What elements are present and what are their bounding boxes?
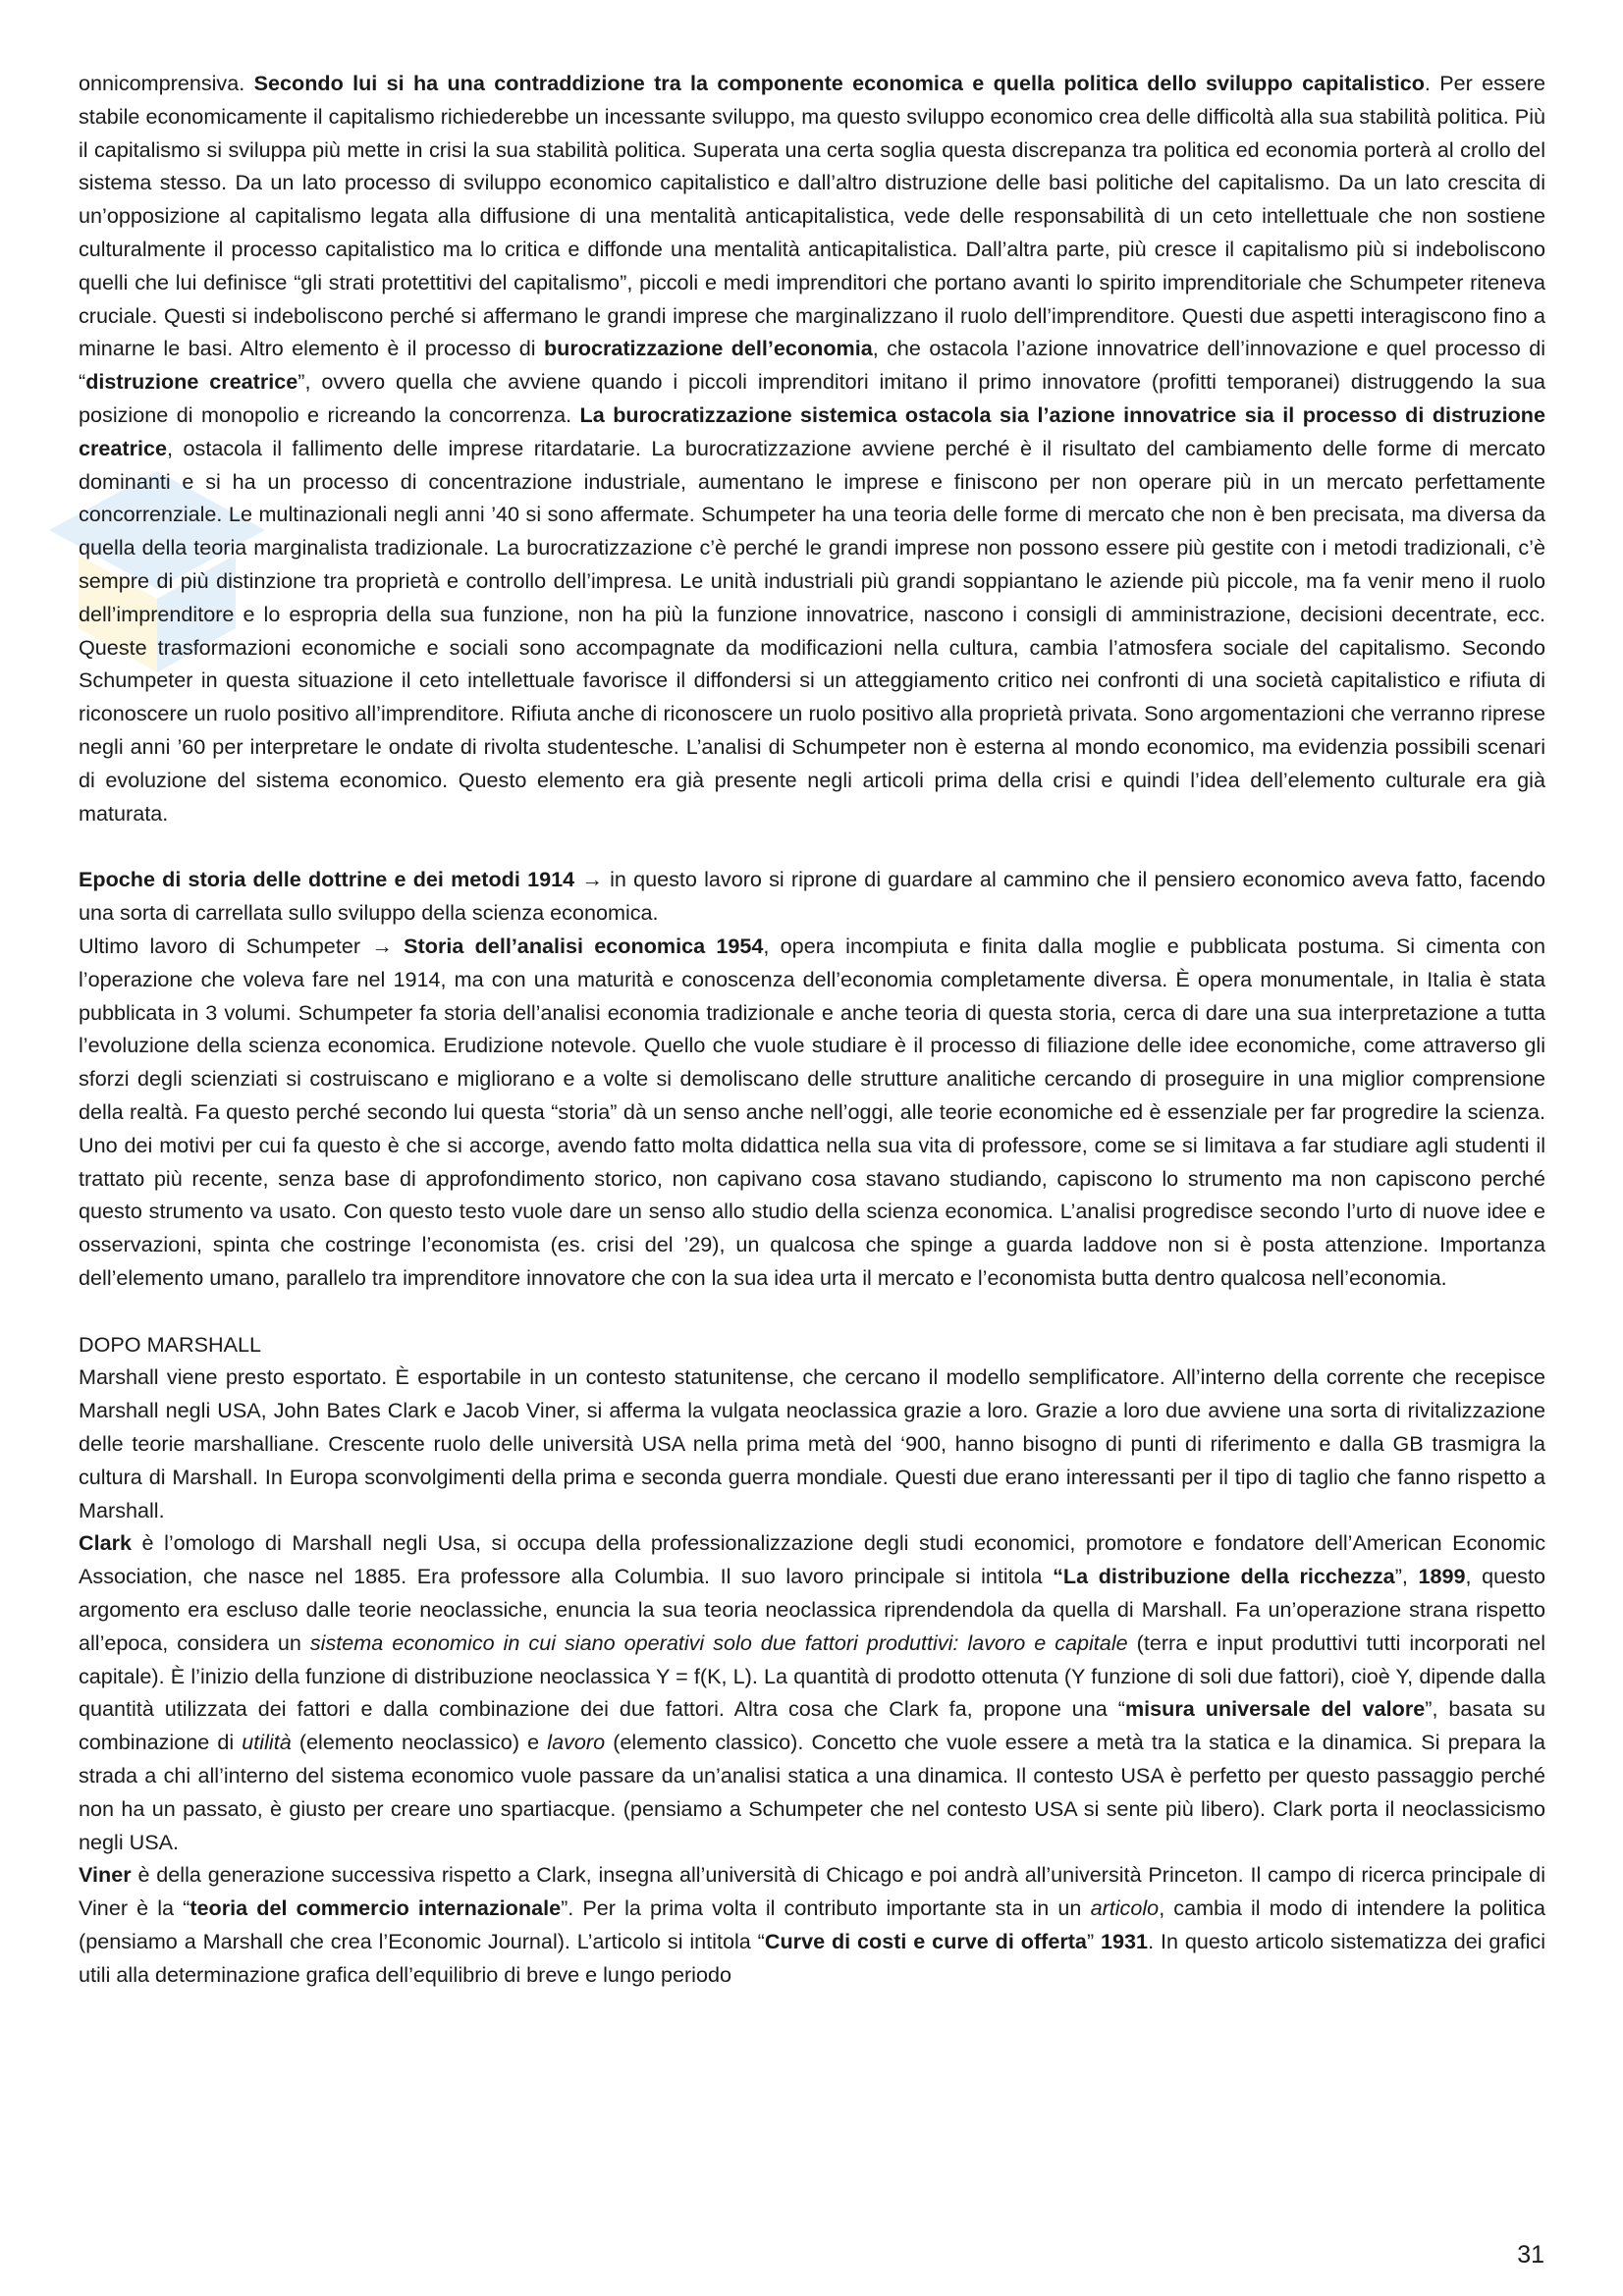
- paragraph-gap: [79, 829, 1545, 863]
- italic-text: articolo: [1090, 1896, 1160, 1921]
- bold-text: “La distribuzione della ricchezza: [1053, 1564, 1395, 1589]
- arrow-right-icon: →: [581, 867, 603, 892]
- bold-text: Curve di costi e curve di offerta: [764, 1929, 1087, 1954]
- bold-text: La burocratizzazione sistemica ostacola sia l’azione innovatrice sia il processo di distruzione creatrice: [79, 401, 1545, 460]
- paragraph-viner: [79, 1858, 1545, 1991]
- bold-text: 1931: [1101, 1929, 1149, 1954]
- bold-text: Viner: [79, 1862, 132, 1888]
- bold-text: teoria del commercio internazionale: [189, 1896, 562, 1921]
- paragraph-schumpeter-capitalism: [79, 67, 1545, 829]
- text-run: è l’omologo di Marshall negli Usa, si occupa della professionalizzazione degli studi economici, promotore e fondatore dell’American Economic Association, che nasce nel 1885. Era professore alla Columbia. Il suo lavoro principale si intitola: [79, 1530, 1545, 1589]
- paragraph-storia-analisi: [79, 930, 1545, 1295]
- text-run: Ultimo lavoro di Schumpeter: [79, 933, 372, 958]
- text-run: , cambia il modo di intendere la politica (pensiamo a Marshall che crea l’Economic Journal). L’articolo si intitola “: [79, 1896, 1546, 1954]
- italic-text: lavoro: [547, 1730, 606, 1755]
- text-run: (elemento classico). Concetto che vuole essere a metà tra la statica e la dinamica. Si prepara la strada a chi all’interno del sistema economico vuole passare da un’analisi statica a una dinamica. Il contesto USA è perfetto per questo passaggio perché non ha un passato, è giusto per creare uno spartiacque. (pensiamo a Schumpeter che nel contesto USA si sente più libero). Clark porta il neoclassicismo negli USA.: [79, 1730, 1545, 1854]
- italic-text: sistema economico in cui siano operativi solo due fattori produttivi: lavoro e capitale: [309, 1629, 1128, 1655]
- text-run: onnicomprensiva.: [79, 71, 254, 95]
- text-run: , ostacola il fallimento delle imprese ritardatarie. La burocratizzazione avviene perché è il risultato del cambiamento delle forme di mercato dominanti e si ha un processo di concentrazione industriale, aumentano le imprese e finiscono per non operare più in un mercato perfettamente concorrenziale. Le multinazionali negli anni ’40 si sono affermate. Schumpeter ha una teoria delle forme di mercato che non è ben precisata, ma diversa da quella della teoria marginalista tradizionale. La burocratizzazione c’è perché le grandi imprese non possono essere più gestite con i metodi tradizionali, c’è sempre di più distinzione tra proprietà e controllo dell’impresa. Le unità industriali più grandi soppiantano le aziende più piccole, ma fa venir meno il ruolo dell’imprenditore e lo espropria della sua funzione, non ha più la funzione innovatrice, nascono i consigli di amministrazione, decisioni decentrate, ecc. Queste trasformazioni economiche e sociali sono accompagnate da modificazioni nella cultura, cambia l’atmosfera sociale del capitalismo. Secondo Schumpeter in questa situazione il ceto intellettuale favorisce il diffondersi si un atteggiamento critico nei confronti di una società capitalistico e rifiuta di riconoscere un ruolo positivo all’imprenditore. Rifiuta anche di riconoscere un ruolo positivo alla proprietà privata. Sono argomentazioni che verranno riprese negli anni ’60 per interpretare le ondate di rivolta studentesche. L’analisi di Schumpeter non è esterna al mondo economico, ma evidenzia possibili scenari di evoluzione del sistema economico. Questo elemento era già presente negli articoli prima della crisi e quindi l’idea dell’elemento culturale era già maturata.: [79, 435, 1545, 826]
- bold-text: Storia dell’analisi economica 1954: [392, 933, 764, 958]
- paragraph-epoche: [79, 863, 1545, 930]
- text-run: (elemento neoclassico) e: [291, 1730, 548, 1755]
- text-run: , questo argomento era escluso dalle teorie neoclassiche, enuncia la sua teoria neoclassica riprendendola da quella di Marshall. Fa un’operazione strana rispetto all’epoca, considera un: [79, 1564, 1545, 1655]
- italic-text: utilità: [242, 1730, 292, 1755]
- bold-text: burocratizzazione dell’economia: [543, 336, 873, 361]
- text-run: , che ostacola l’azione innovatrice dell’innovazione e quel processo di “: [79, 336, 1546, 395]
- text-run: (terra e input produttivi tutti incorporati nel capitale). È l’inizio della funzione di distribuzione neoclassica Y = f(K, L). La quantità di prodotto ottenuta (Y funzione di soli due fattori), cioè Y, dipende dalla quantità utilizzata dei fattori e dalla combinazione dei due fattori. Altra cosa che Clark fa, propone una “: [79, 1629, 1546, 1722]
- text-run: . In questo articolo sistematizza dei grafici utili alla determinazione grafica dell’equilibrio di breve e lungo periodo: [79, 1929, 1545, 1987]
- document-body: [79, 67, 1545, 1992]
- text-run: è della generazione successiva rispetto a Clark, insegna all’università di Chicago e poi andrà all’università Princeton. Il campo di ricerca principale di Viner è la “: [79, 1862, 1545, 1921]
- text-run: ”: [1086, 1929, 1102, 1954]
- paragraph-gap: [79, 1295, 1545, 1328]
- paragraph-marshall-export: [79, 1361, 1545, 1526]
- text-run: in questo lavoro si riprone di guardare al cammino che il pensiero economico aveva fatto, facendo una sorta di carrellata sullo sviluppo della scienza economica.: [79, 867, 1546, 926]
- text-run: ”, ovvero quella che avviene quando i piccoli imprenditori imitano il primo innovatore (profitti temporanei) distruggendo la sua posizione di monopolio e ricreando la concorrenza.: [79, 369, 1546, 427]
- text-run: ”,: [1394, 1564, 1419, 1589]
- arrow-right-icon: →: [371, 933, 393, 958]
- bold-text: 1899: [1418, 1564, 1466, 1589]
- paragraph-clark: [79, 1526, 1545, 1858]
- bold-text: misura universale del valore: [1124, 1696, 1426, 1722]
- bold-text: Clark: [79, 1530, 133, 1556]
- section-heading-dopo-marshall: DOPO MARSHALL: [79, 1331, 261, 1357]
- page-number: 31: [1517, 2241, 1544, 2269]
- bold-text: Epoche di storia delle dottrine e dei metodi 1914: [79, 867, 575, 892]
- text-run: ”. Per la prima volta il contributo importante sta in un: [561, 1896, 1091, 1921]
- text-run: , opera incompiuta e finita dalla moglie e pubblicata postuma. Si cimenta con l’operazione che voleva fare nel 1914, ma con una maturità e conoscenza dell’economia completamente diversa. È opera monumentale, in Italia è stata pubblicata in 3 volumi. Schumpeter fa storia dell’analisi economia tradizionale e anche teoria di questa storia, cerca di dare una sua interpretazione a tutta l’evoluzione della scienza economica. Erudizione notevole. Quello che vuole studiare è il processo di filiazione delle idee economiche, come attraverso gli sforzi degli scienziati si costruiscano e migliorano e a volte si demoliscano delle strutture analitiche cercando di proseguire in una miglior comprensione della realtà. Fa questo perché secondo lui questa “storia” dà un senso anche nell’oggi, alle teorie economiche ed è essenziale per far progredire la scienza. Uno dei motivi per cui fa questo è che si accorge, avendo fatto molta didattica nella sua vita di professore, come se si limitava a far studiare agli studenti il trattato più recente, senza base di approfondimento storico, non capivano cosa stavano studiando, capiscono lo strumento ma non capiscono perché questo strumento va usato. Con questo testo vuole dare un senso allo studio della scienza economica. L’analisi progredisce secondo l’urto di nuove idee e osservazioni, spinta che costringe l’economista (es. crisi del ’29), un qualcosa che spinge a guarda laddove non si è posta attenzione. Importanza dell’elemento umano, parallelo tra imprenditore innovatore che con la sua idea urta il mercato e l’economista butta dentro qualcosa nell’economia.: [79, 933, 1545, 1290]
- text-run: Marshall viene presto esportato. È esportabile in un contesto statunitense, che cercano il modello semplificatore. All’interno della corrente che recepisce Marshall negli USA, John Bates Clark e Jacob Viner, si afferma la vulgata neoclassica grazie a loro. Grazie a loro due avviene una sorta di rivitalizzazione delle teorie marshalliane. Crescente ruolo delle università USA nella prima metà del ‘900, hanno bisogno di punti di riferimento e dalla GB trasmigra la cultura di Marshall. In Europa sconvolgimenti della prima e seconda guerra mondiale. Questi due erano interessanti per il tipo di taglio che fanno rispetto a Marshall.: [79, 1364, 1545, 1522]
- bold-text: distruzione creatrice: [85, 369, 298, 395]
- bold-text: Secondo lui si ha una contraddizione tra la componente economica e quella politica dello sviluppo capitalistico: [253, 71, 1425, 95]
- text-run: ”, basata su combinazione di: [79, 1696, 1545, 1755]
- text-run: . Per essere stabile economicamente il capitalismo richiederebbe un incessante sviluppo, ma questo sviluppo economico crea delle difficoltà alla sua stabilità politica. Più il capitalismo si sviluppa più mette in crisi la sua stabilità politica. Superata una certa soglia questa discrepanza tra politica ed economia porterà al crollo del sistema stesso. Da un lato processo di sviluppo economico capitalistico e dall’altro distruzione delle basi politiche del capitalismo. Da un lato crescita di un’opposizione al capitalismo legata alla diffusione di una mentalità anticapitalistica, vede delle responsabilità di un ceto intellettuale che non sostiene culturalmente il processo capitalistico ma lo critica e diffonde una mentalità anticapitalistica. Dall’altra parte, più cresce il capitalismo più si indeboliscono quelli che lui definisce “gli strati protettitivi del capitalismo”, piccoli e medi imprenditori che portano avanti lo spirito imprenditoriale che Schumpeter riteneva cruciale. Questi si indeboliscono perché si affermano le grandi imprese che marginalizzano il ruolo dell’imprenditore. Questi due aspetti interagiscono fino a minarne le basi. Altro elemento è il processo di: [79, 71, 1545, 361]
